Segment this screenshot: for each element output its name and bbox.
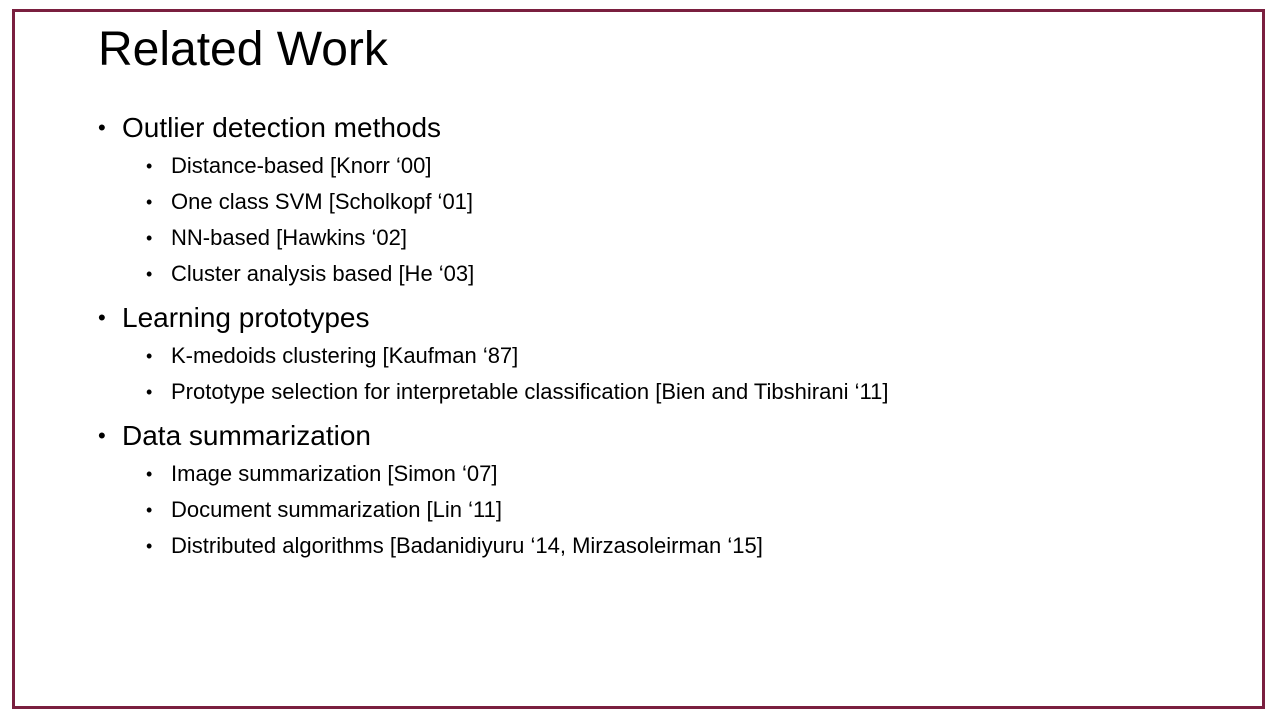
bullet-icon: • <box>98 305 106 330</box>
sub-bullet-text: Distance-based [Knorr ‘00] <box>171 153 432 178</box>
bullet-section-outlier-detection <box>98 108 1248 292</box>
bullet-icon: • <box>98 115 106 140</box>
sub-bullet-text: K-medoids clustering [Kaufman ‘87] <box>171 343 519 368</box>
sub-bullet-item <box>98 374 1248 410</box>
bullet-heading <box>98 108 1248 148</box>
bullet-icon: • <box>146 464 153 484</box>
bullet-heading-text: Outlier detection methods <box>122 112 442 143</box>
bullet-icon: • <box>146 346 153 366</box>
bullet-icon: • <box>146 228 153 248</box>
bullet-icon: • <box>98 423 106 448</box>
bullet-heading <box>98 416 1248 456</box>
sub-bullet-item <box>98 338 1248 374</box>
bullet-icon: • <box>146 382 153 402</box>
sub-bullet-list <box>98 456 1248 564</box>
sub-bullet-item <box>98 148 1248 184</box>
bullet-heading-text: Learning prototypes <box>122 302 370 333</box>
bullet-heading <box>98 298 1248 338</box>
bullet-icon: • <box>146 156 153 176</box>
sub-bullet-item <box>98 220 1248 256</box>
sub-bullet-text: Image summarization [Simon ‘07] <box>171 461 498 486</box>
bullet-section-data-summarization <box>98 416 1248 564</box>
bullet-heading-text: Data summarization <box>122 420 371 451</box>
slide-title: Related Work <box>98 23 388 76</box>
sub-bullet-item <box>98 256 1248 292</box>
bullet-icon: • <box>146 536 153 556</box>
sub-bullet-text: One class SVM [Scholkopf ‘01] <box>171 189 474 214</box>
bullet-icon: • <box>146 500 153 520</box>
sub-bullet-item <box>98 492 1248 528</box>
sub-bullet-text: Distributed algorithms [Badanidiyuru ‘14, Mirzasoleirman ‘15] <box>171 533 763 558</box>
bullet-icon: • <box>146 192 153 212</box>
sub-bullet-text: Document summarization [Lin ‘11] <box>171 497 502 522</box>
sub-bullet-text: Cluster analysis based [He ‘03] <box>171 261 475 286</box>
bullet-section-learning-prototypes <box>98 298 1248 410</box>
sub-bullet-item <box>98 456 1248 492</box>
sub-bullet-text: Prototype selection for interpretable classification [Bien and Tibshirani ‘11] <box>171 379 889 404</box>
sub-bullet-item <box>98 184 1248 220</box>
sub-bullet-text: NN-based [Hawkins ‘02] <box>171 225 407 250</box>
sub-bullet-item <box>98 528 1248 564</box>
sub-bullet-list <box>98 148 1248 292</box>
sub-bullet-list <box>98 338 1248 410</box>
bullet-list <box>98 108 1248 570</box>
bullet-icon: • <box>146 264 153 284</box>
